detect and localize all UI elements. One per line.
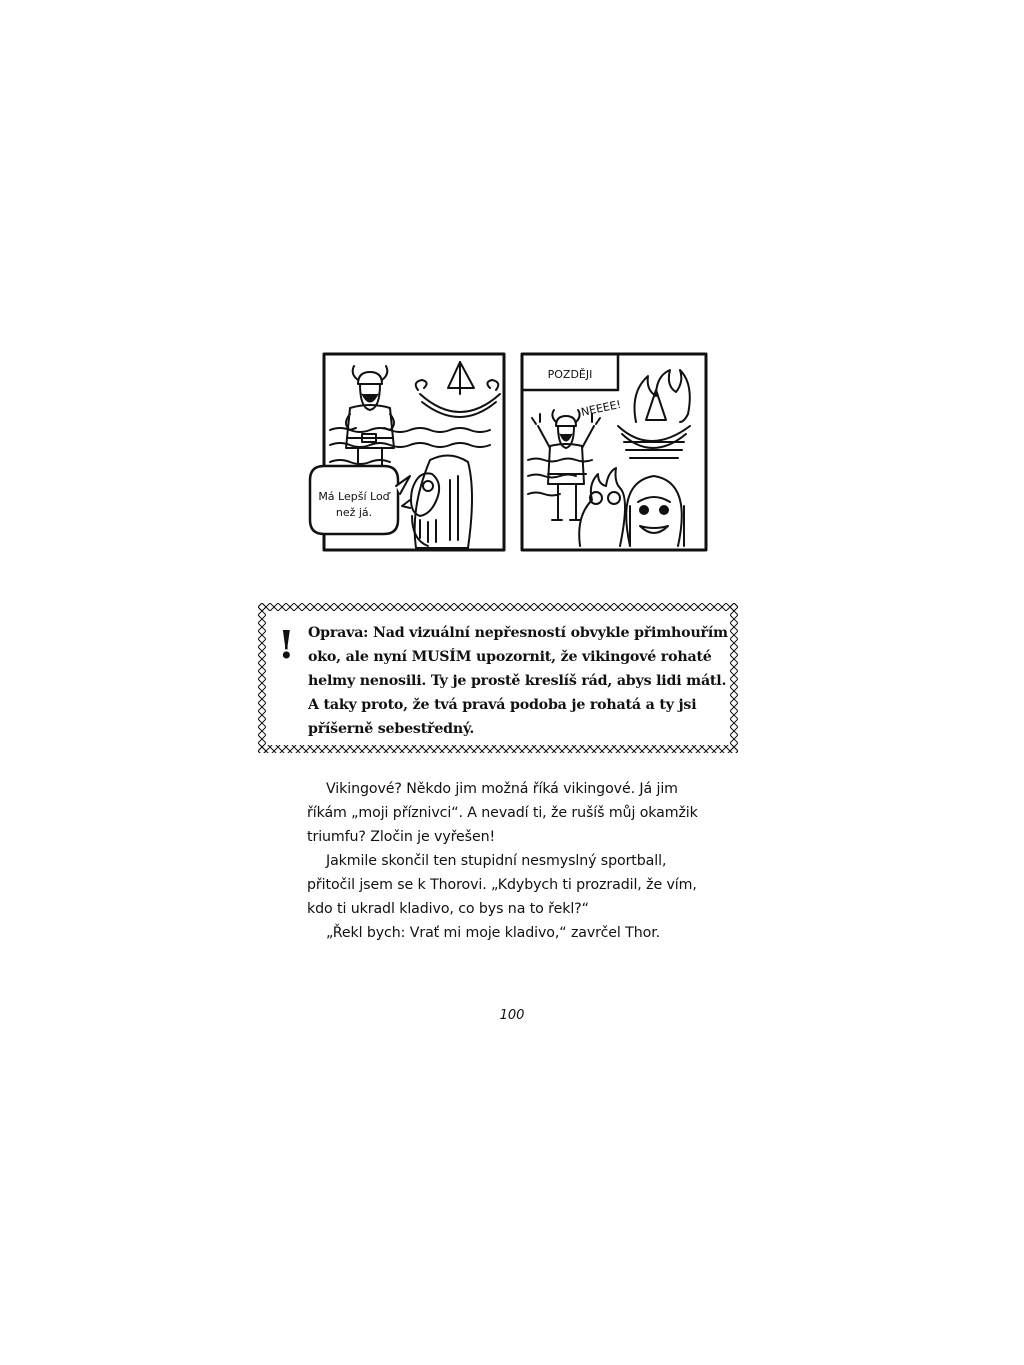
exclamation-mark: ! — [278, 622, 295, 667]
note-line: oko, ale nyní MUSÍM upozornit, že vikingové rohaté — [308, 649, 712, 665]
body-line: říkám „moji příznivci“. A nevadí ti, že rušíš můj okamžik — [307, 805, 698, 821]
body-line: kdo ti ukradl kladivo, co bys na to řekl?“ — [307, 901, 589, 917]
body-line: triumfu? Zločin je vyřešen! — [307, 829, 496, 845]
body-line: „Řekl bych: Vrať mi moje kladivo,“ zavrčel Thor. — [326, 925, 661, 941]
correction-note — [258, 603, 738, 753]
body-line: Jakmile skončil ten stupidní nesmyslný sportball, — [326, 853, 667, 869]
panel-shout: NEEEE! — [579, 397, 623, 419]
note-line: A taky proto, že tvá pravá podoba je rohatá a ty jsi — [308, 697, 697, 713]
body-text — [307, 777, 727, 945]
panel-caption: POZDĚJI — [547, 368, 593, 381]
speech-bubble-line-1: Má Lepší Loď — [318, 490, 390, 503]
body-line: přitočil jsem se k Thorovi. „Kdybych ti prozradil, že vím, — [307, 877, 697, 893]
note-text — [308, 621, 728, 741]
note-line: helmy nenosili. Ty je prostě kreslíš rád, abys lidi mátl. — [308, 673, 727, 689]
page-number: 100 — [499, 1008, 525, 1023]
comic-strip — [300, 350, 712, 554]
note-line: příšerně sebestředný. — [308, 721, 475, 737]
note-line: Oprava: Nad vizuální nepřesností obvykle přimhouřím — [308, 625, 728, 641]
speech-bubble-line-2: než já. — [335, 506, 373, 519]
body-line: Vikingové? Někdo jim možná říká vikingové. Já jim — [326, 781, 678, 797]
comic-illustration — [300, 350, 712, 554]
